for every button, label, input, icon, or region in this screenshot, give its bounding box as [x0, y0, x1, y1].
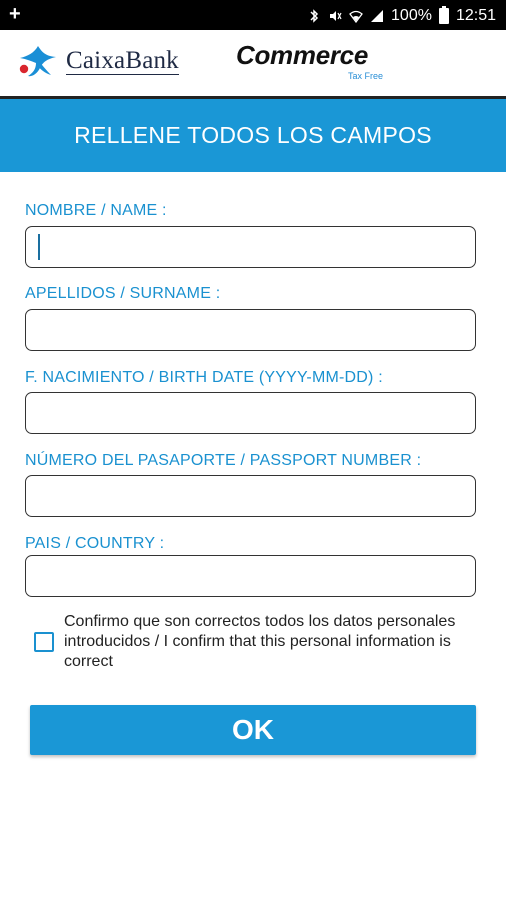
text-cursor [38, 234, 40, 260]
birth-date-input[interactable] [25, 392, 476, 434]
passport-input[interactable] [25, 475, 476, 517]
confirm-checkbox[interactable] [34, 632, 54, 652]
wifi-icon [349, 9, 363, 23]
status-icons [307, 6, 496, 26]
app-header [0, 30, 506, 99]
name-input[interactable] [25, 226, 476, 268]
name-label: NOMBRE / NAME : [25, 202, 167, 219]
battery-percent: 100% [391, 7, 432, 24]
country-label: PAIS / COUNTRY : [25, 535, 165, 552]
ok-button[interactable]: OK [30, 705, 476, 755]
surname-label: APELLIDOS / SURNAME : [25, 285, 221, 302]
mute-icon [328, 9, 342, 23]
clock: 12:51 [455, 7, 496, 24]
commerce-logo [236, 40, 396, 81]
form-banner: RELLENE TODOS LOS CAMPOS [0, 99, 506, 172]
birth-date-label: F. NACIMIENTO / BIRTH DATE (YYYY-MM-DD) : [25, 369, 383, 386]
star-icon [18, 44, 58, 78]
brand-name: CaixaBank [66, 46, 179, 74]
country-input[interactable] [25, 555, 476, 597]
signal-icon [370, 9, 384, 23]
bluetooth-icon [307, 9, 321, 23]
caixabank-logo [18, 44, 179, 78]
battery-icon [439, 8, 449, 24]
status-bar [0, 0, 506, 30]
plus-icon: + [9, 3, 21, 25]
surname-input[interactable] [25, 309, 476, 351]
commerce-title: Commerce [236, 40, 368, 70]
confirm-text: Confirmo que son correctos todos los datos personales introducidos / I confirm that this personal information is correct [64, 613, 456, 670]
commerce-subtitle: Tax Free [348, 71, 384, 81]
passport-label: NÚMERO DEL PASAPORTE / PASSPORT NUMBER : [25, 452, 422, 469]
